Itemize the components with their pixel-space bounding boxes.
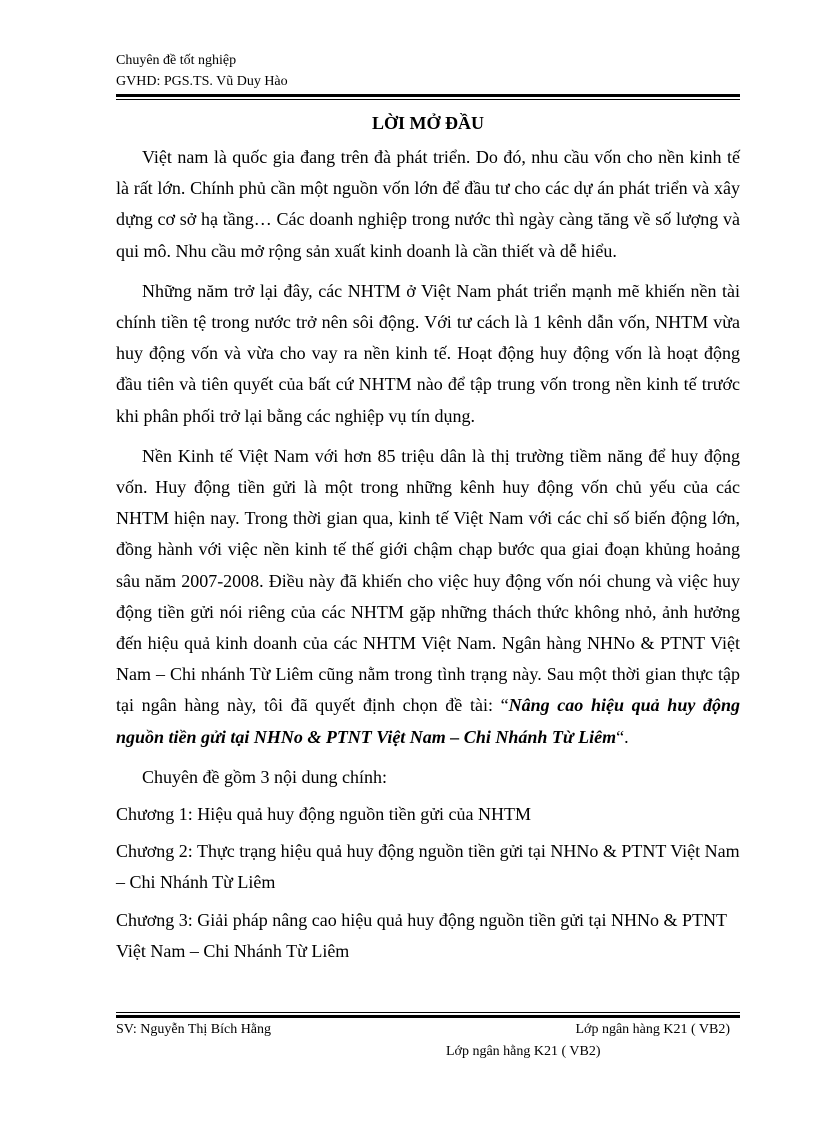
thesis-topic: Nâng cao hiệu quả huy động nguồn tiền gửi tại NHNo & PTNT Việt Nam – Chi Nhánh Từ Liêm <box>116 695 741 747</box>
header-document-type: Chuyên đề tốt nghiệp <box>116 53 237 68</box>
footer-student: SV: Nguyễn Thị Bích Hằng <box>116 1022 272 1037</box>
footer-rule-thick <box>116 1015 740 1018</box>
header-advisor: GVHD: PGS.TS. Vũ Duy Hào <box>116 74 288 89</box>
paragraph-3 <box>116 441 740 753</box>
paragraph-1: Việt nam là quốc gia đang trên đà phát triển. Do đó, nhu cầu vốn cho nền kinh tế là rất lớn. Chính phủ cần một nguồn vốn lớn để đầu tư cho các dự án phát triển và xây dựng cơ sở hạ tầng… Các doanh nghiệp trong nước thì ngày càng tăng về số lượng và qui mô. Nhu cầu mở rộng sản xuất kinh doanh là cần thiết và dễ hiểu. <box>116 147 740 261</box>
footer-rule-thin <box>116 1012 740 1013</box>
document-body <box>116 142 740 967</box>
header-rule-thin <box>116 99 740 100</box>
chapter-3: Chương 3: Giải pháp nâng cao hiệu quả huy động nguồn tiền gửi tại NHNo & PTNT Việt Nam – Chi Nhánh Từ Liêm <box>116 909 727 961</box>
footer-class-duplicate: Lớp ngân hằng K21 ( VB2) <box>446 1044 601 1059</box>
page-header <box>116 50 740 92</box>
paragraph-3-text: Nền Kinh tế Việt Nam với hơn 85 triệu dân là thị trường tiềm năng để huy động vốn. Huy động tiền gửi là một trong những kênh huy động vốn chủ yếu của các NHTM hiện nay. Trong thời gian qua, kinh tế Việt Nam với các chỉ số biến động lớn, đồng hành với việc nền kinh tế thế giới chậm chạp bước qua giai đoạn khủng hoảng sâu năm 2007-2008. Điều này đã khiến cho việc huy động vốn nói chung và việc huy động tiền gửi nói riêng của các NHTM gặp những thách thức không nhỏ, ảnh hưởng đến hiệu quả kinh doanh của các NHTM Việt Nam. Ngân hàng NHNo & PTNT Việt Nam – Chi nhánh Từ Liêm cũng nằm trong tình trạng này. Sau một thời gian thực tập tại ngân hàng này, tôi đã quyết định chọn đề tài: “ <box>116 445 740 716</box>
chapter-2: Chương 2: Thực trạng hiệu quả huy động nguồn tiền gửi tại NHNo & PTNT Việt Nam – Chi Nhánh Từ Liêm <box>116 841 740 893</box>
paragraph-2: Những năm trở lại đây, các NHTM ở Việt Nam phát triển mạnh mẽ khiến nền tài chính tiền tệ trong nước trở nên sôi động. Với tư cách là 1 kênh dẫn vốn, NHTM vừa huy động vốn và vừa cho vay ra nền kinh tế. Hoạt động huy động vốn là hoạt động đầu tiên và tiên quyết của bất cứ NHTM nào để tập trung vốn trong nền kinh tế trước khi phân phối trở lại bằng các nghiệp vụ tín dụng. <box>116 280 740 426</box>
page-title: LỜI MỞ ĐẦU <box>372 113 484 133</box>
chapter-1: Chương 1: Hiệu quả huy động nguồn tiền gửi của NHTM <box>116 804 531 825</box>
paragraph-4: Chuyên đề gồm 3 nội dung chính: <box>142 766 387 787</box>
header-rule-thick <box>116 94 740 97</box>
paragraph-3-end: “. <box>616 726 629 747</box>
footer-class: Lớp ngân hàng K21 ( VB2) <box>575 1022 730 1037</box>
